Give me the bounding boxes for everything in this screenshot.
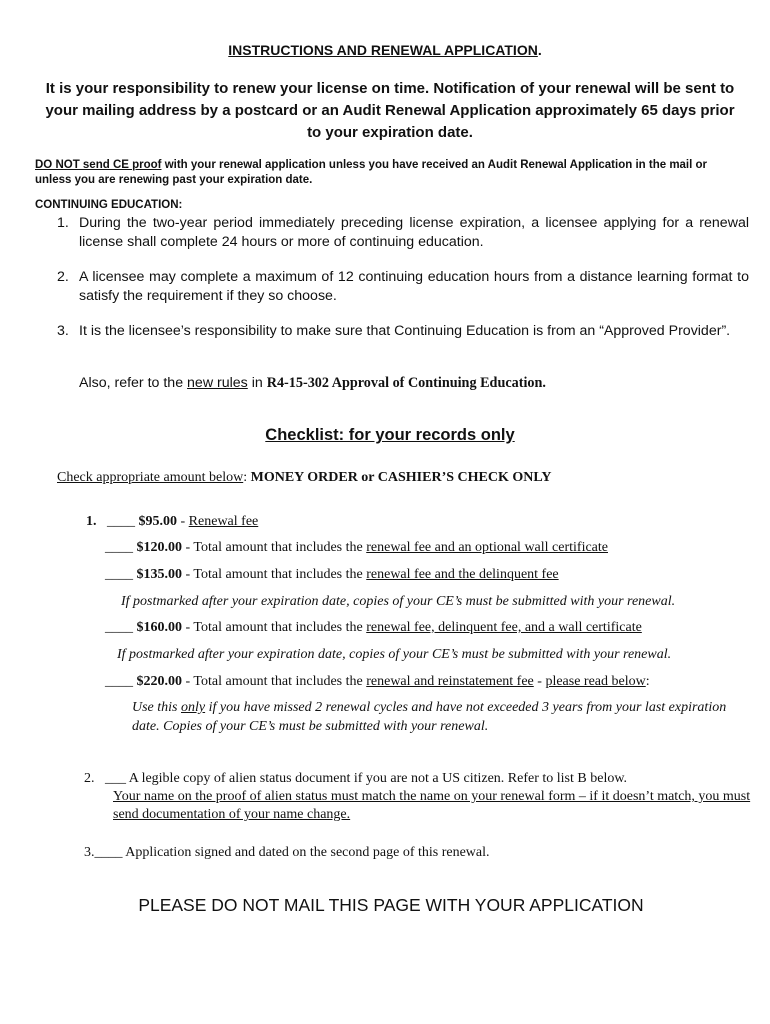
ce-proof-warning: DO NOT send CE proof [35,159,162,171]
fee-description-prefix: Total amount that includes the [193,540,367,555]
page-title [0,42,770,58]
fee-description-prefix: Total amount that includes the [193,567,367,582]
ce-proof-notice [35,158,745,188]
fee-option-renewal [86,512,258,531]
reinstatement-note-text: if you have missed 2 renewal cycles and have not exceeded 3 years from your last expiration date. Copies of your CE’s must be submitted with your renewal. [132,700,727,734]
fee-separator: - [533,674,546,689]
fee-separator: - [182,540,194,555]
checklist-item-number: 3. [84,845,95,860]
do-not-mail-notice: PLEASE DO NOT MAIL THIS PAGE WITH YOUR APPLICATION [138,895,644,915]
fee-description: Renewal fee [188,514,259,529]
checkbox-blank[interactable]: ____ [105,540,133,555]
rules-reference-middle: in [247,375,267,391]
checkbox-blank[interactable]: ___ [105,771,126,786]
checkbox-blank[interactable]: ____ [105,620,133,635]
check-amount-colon: : [243,470,251,485]
fee-amount: $160.00 [136,620,182,635]
checklist-item-text: A legible copy of alien status document if you are not a US citizen. Refer to list B below. [126,771,628,786]
rules-reference [79,375,546,392]
rules-reference-prefix: Also, refer to the [79,375,188,391]
reinstatement-only: only [181,700,206,715]
please-read-below: please read below [545,674,646,689]
fee-description: renewal fee and the delinquent fee [366,567,559,582]
title-text: INSTRUCTIONS AND RENEWAL APPLICATION [228,42,538,58]
new-rules-link[interactable]: new rules [187,375,248,391]
checkbox-blank[interactable]: ____ [105,567,133,582]
checklist-item-signature [84,843,490,862]
fee-amount: $135.00 [136,567,182,582]
fee-description: renewal fee and an optional wall certificate [366,540,608,555]
responsibility-notice: It is your responsibility to renew your license on time. Notification of your renewal will be sent to your mailing address by a postcard or an Audit Renewal Application approximately 65 days prior to your expiration date. [45,80,735,141]
fee-description-prefix: Total amount that includes the [193,674,367,689]
fee-separator: - [182,620,194,635]
fee-separator: - [182,567,194,582]
list-item-text: It is the licensee’s responsibility to make sure that Continuing Education is from an “Approved Provider”. [79,323,731,339]
checkbox-blank[interactable]: ____ [105,674,133,689]
checklist-title: Checklist: for your records only [265,426,515,444]
title-period: . [537,42,542,58]
reinstatement-note [132,698,732,736]
fee-amount: $120.00 [136,540,182,555]
checklist-item-number: 2. [84,771,95,786]
please-read-colon: : [645,674,650,689]
payment-instructions [57,468,552,487]
checklist-item-number: 1. [86,514,97,529]
fee-description: renewal and reinstatement fee [366,674,534,689]
rule-citation: R4-15-302 Approval of Continuing Education. [266,375,546,391]
list-item-number: 1. [57,215,69,231]
fee-separator: - [182,674,194,689]
continuing-education-heading: CONTINUING EDUCATION: [35,199,183,211]
checklist-item-text: Application signed and dated on the second page of this renewal. [122,845,490,860]
fee-option-delinquent-certificate [105,618,642,637]
list-item-text: During the two-year period immediately preceding license expiration, a licensee applying for a renewal license shall complete 24 hours or more of continuing education. [79,215,749,250]
ce-proof-notice-text: with your renewal application unless you have received an Audit Renewal Application in the mail or unless you are renewing past your expiration date. [35,159,708,186]
list-item [57,268,749,306]
payment-method: MONEY ORDER or CASHIER’S CHECK ONLY [250,470,552,485]
list-item-number: 2. [57,269,69,285]
fee-amount: $95.00 [138,514,177,529]
list-item [57,214,749,252]
list-item [57,322,749,341]
fee-amount: $220.00 [136,674,182,689]
checklist-item-alien-status [84,769,627,788]
fee-description-prefix: Total amount that includes the [193,620,367,635]
list-item-number: 3. [57,323,69,339]
postmark-note: If postmarked after your expiration date, copies of your CE’s must be submitted with your renewal. [117,647,672,662]
fee-separator: - [177,514,189,529]
reinstatement-note-prefix: Use this [132,700,181,715]
checkbox-blank[interactable]: ____ [94,845,123,860]
check-amount-label: Check appropriate amount below [57,470,244,485]
alien-status-name-warning: Your name on the proof of alien status must match the name on your renewal form – if it doesn’t match, you must send documentation of your name change. [113,789,751,822]
postmark-note: If postmarked after your expiration date, copies of your CE’s must be submitted with your renewal. [121,594,676,609]
fee-option-delinquent [105,565,559,584]
checkbox-blank[interactable]: ____ [107,514,135,529]
list-item-text: A licensee may complete a maximum of 12 continuing education hours from a distance learning format to satisfy the requirement if they so choose. [79,269,749,304]
fee-description: renewal fee, delinquent fee, and a wall certificate [366,620,642,635]
fee-option-reinstatement [105,672,650,691]
fee-option-wall-certificate [105,538,608,557]
